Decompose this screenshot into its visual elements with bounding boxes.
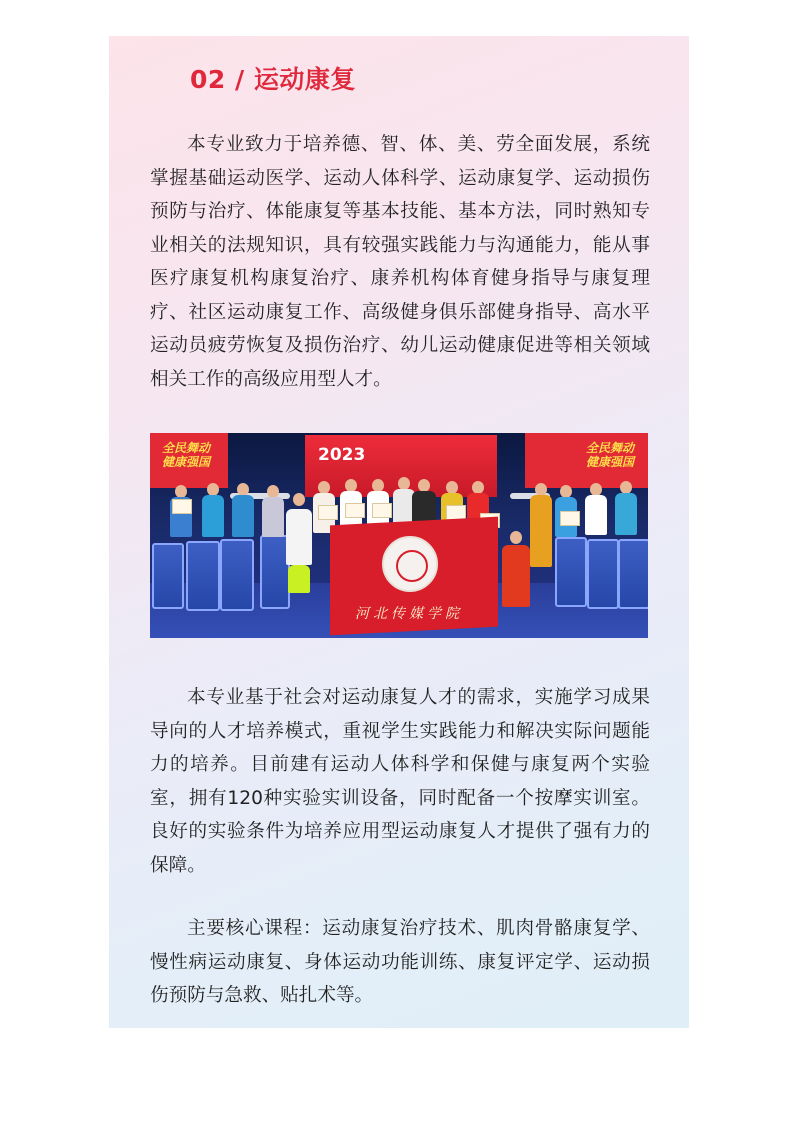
section-title: 02 / 运动康复 <box>190 65 356 94</box>
certificate <box>345 503 365 518</box>
training-mat <box>152 543 184 609</box>
slogan-right: 全民舞动 健康强国 <box>586 441 635 469</box>
person-legs <box>288 565 310 593</box>
person-head <box>510 531 522 544</box>
training-mat <box>555 537 587 607</box>
person <box>615 493 637 535</box>
lab-paragraph: 本专业基于社会对运动康复人才的需求，实施学习成果导向的人才培养模式，重视学生实践能力和解决实际问题能力的培养。目前建有运动人体科学和保健与康复两个实验室，拥有120种实验实训设备，同时配备一个按摩实训室。良好的实验条件为培养应用型运动康复人才提供了强有力的保障。 <box>150 687 650 876</box>
certificate <box>318 505 338 520</box>
certificate <box>172 499 192 514</box>
slogan-left: 全民舞动 健康强国 <box>162 441 211 469</box>
certificate <box>372 503 392 518</box>
certificate <box>560 511 580 526</box>
person-head <box>293 493 305 506</box>
training-mat <box>587 539 619 609</box>
intro-paragraph: 本专业致力于培养德、智、体、美、劳全面发展，系统掌握基础运动医学、运动人体科学、运动康复学、运动损伤预防与治疗、体能康复等基本技能、基本方法，同时熟知专业相关的法规知识，具有较强实践能力与沟通能力，能从事医疗康复机构康复治疗、康养机构体育健身指导与康复理疗、社区运动康复工作、高级健身俱乐部健身指导、高水平运动员疲劳恢复及损伤治疗、幼儿运动健康促进等相关领域相关工作的高级应用型人才。 <box>150 134 650 390</box>
flag-text: 河北传媒学院 <box>355 606 463 622</box>
person <box>202 495 224 537</box>
banner-year: 2023 <box>318 445 366 465</box>
person <box>262 497 284 537</box>
team-photo <box>150 433 648 638</box>
school-emblem <box>382 536 438 592</box>
person <box>530 495 552 567</box>
training-mat <box>220 539 254 611</box>
courses-paragraph: 主要核心课程：运动康复治疗技术、肌肉骨骼康复学、慢性病运动康复、身体运动功能训练、康复评定学、运动损伤预防与急救、贴扎术等。 <box>150 918 650 1006</box>
training-mat <box>186 541 220 611</box>
emblem-ring <box>396 550 428 582</box>
person <box>232 495 254 537</box>
person <box>502 545 530 607</box>
person <box>585 495 607 535</box>
person <box>286 509 312 565</box>
training-mat <box>618 539 648 609</box>
